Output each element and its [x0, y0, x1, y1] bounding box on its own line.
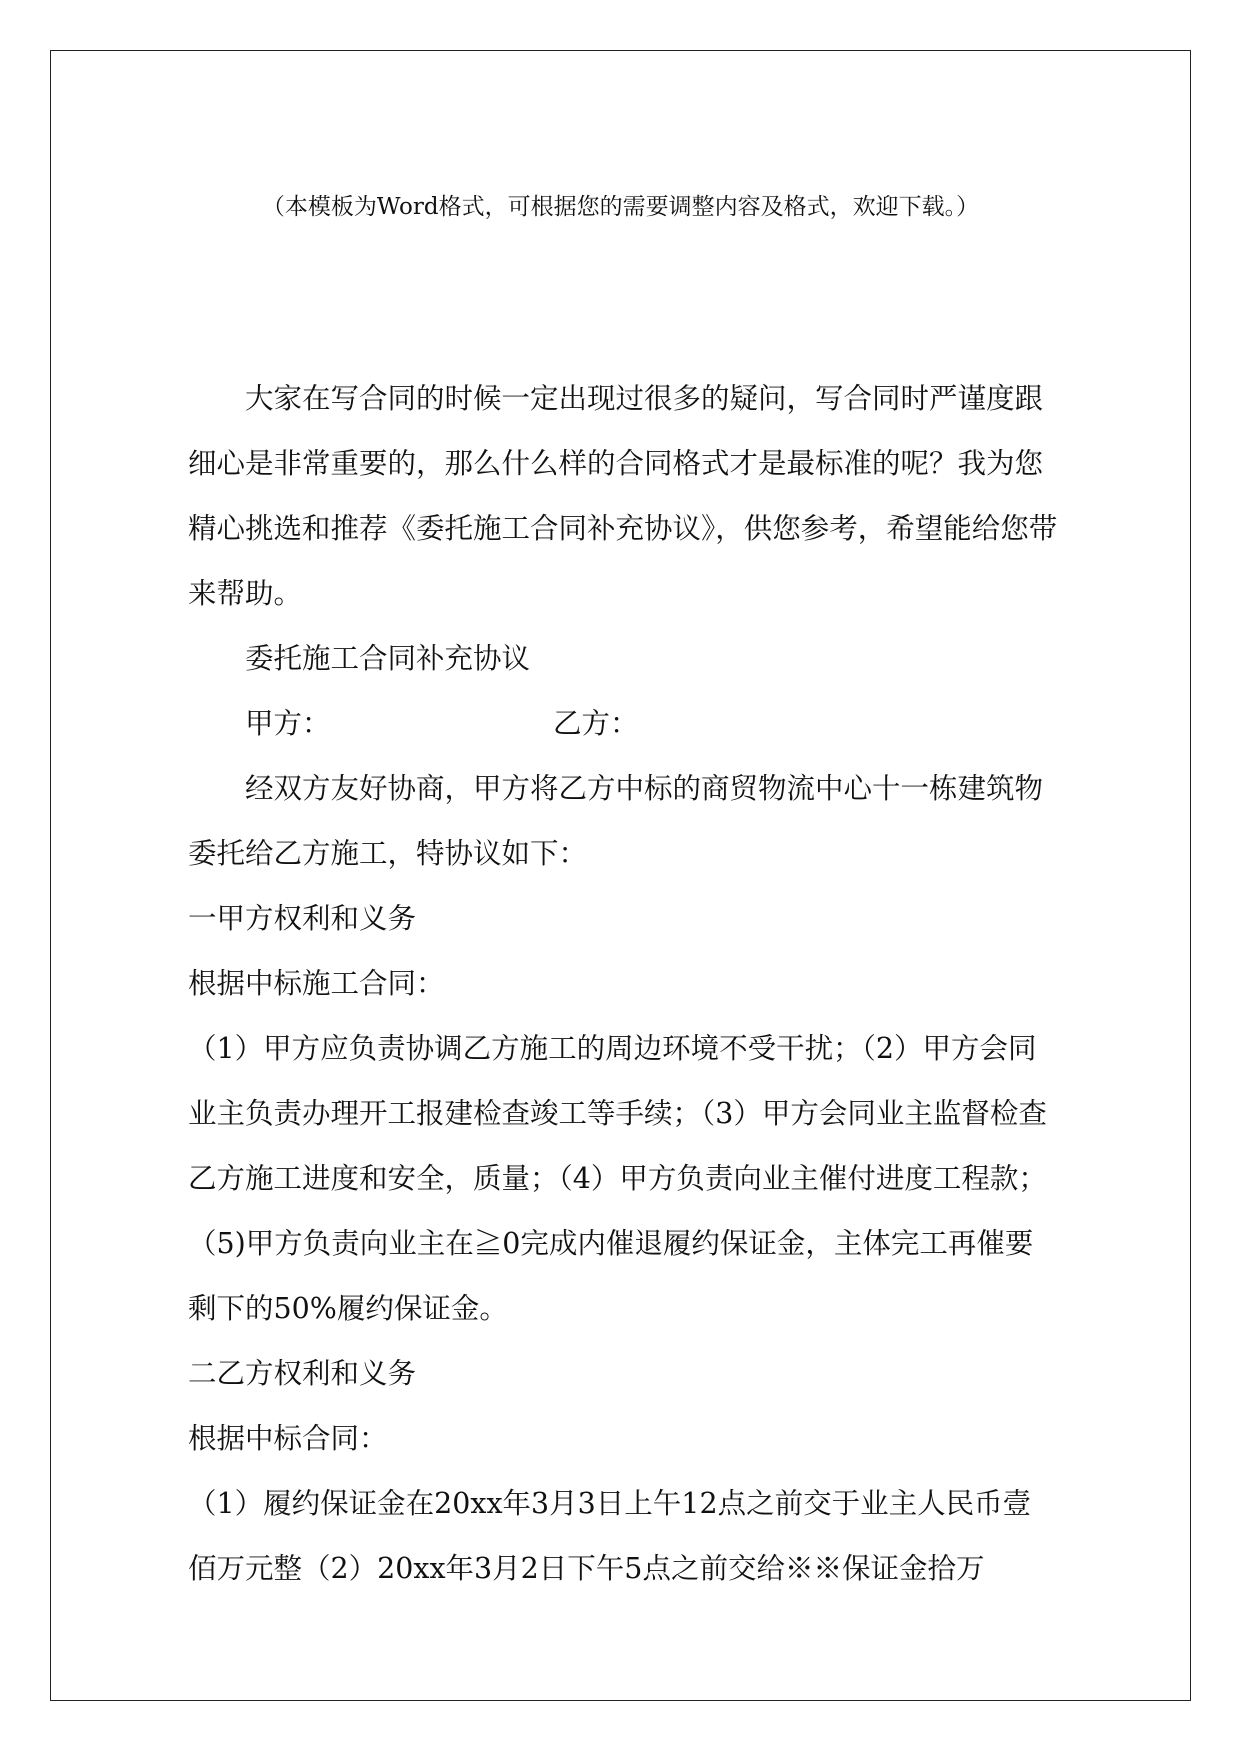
parties-line	[188, 691, 1058, 756]
party-a-label: 甲方：	[245, 707, 331, 740]
section-1-heading: 一甲方权利和义务	[188, 902, 417, 935]
template-note: （本模板为Word格式，可根据您的需要调整内容及格式，欢迎下载。）	[261, 194, 980, 220]
section-2-basis: 根据中标合同：	[188, 1422, 388, 1455]
document-body	[188, 366, 1058, 1601]
section-1-basis: 根据中标施工合同：	[188, 967, 445, 1000]
section-2-heading: 二乙方权利和义务	[188, 1357, 417, 1390]
section-2-items: （1）履约保证金在20xx年3月3日上午12点之前交于业主人民币壹佰万元整（2）20xx年3月2日下午5点之前交给※※保证金拾万	[188, 1487, 1032, 1585]
intro-paragraph: 大家在写合同的时候一定出现过很多的疑问，写合同时严谨度跟细心是非常重要的，那么什么样的合同格式才是最标准的呢？我为您精心挑选和推荐《委托施工合同补充协议》，供您参考，希望能给您带来帮助。	[188, 382, 1058, 610]
document-title: 委托施工合同补充协议	[245, 642, 531, 675]
preamble-paragraph: 经双方友好协商，甲方将乙方中标的商贸物流中心十一栋建筑物委托给乙方施工，特协议如下：	[188, 772, 1044, 870]
party-b-label: 乙方：	[553, 707, 639, 740]
section-1-items: （1）甲方应负责协调乙方施工的周边环境不受干扰；（2）甲方会同业主负责办理开工报建检查竣工等手续；（3）甲方会同业主监督检查乙方施工进度和安全，质量；（4）甲方负责向业主催付进度工程款；（5)甲方负责向业主在≧0完成内催退履约保证金，主体完工再催要剩下的50%履约保证金。	[188, 1032, 1047, 1325]
